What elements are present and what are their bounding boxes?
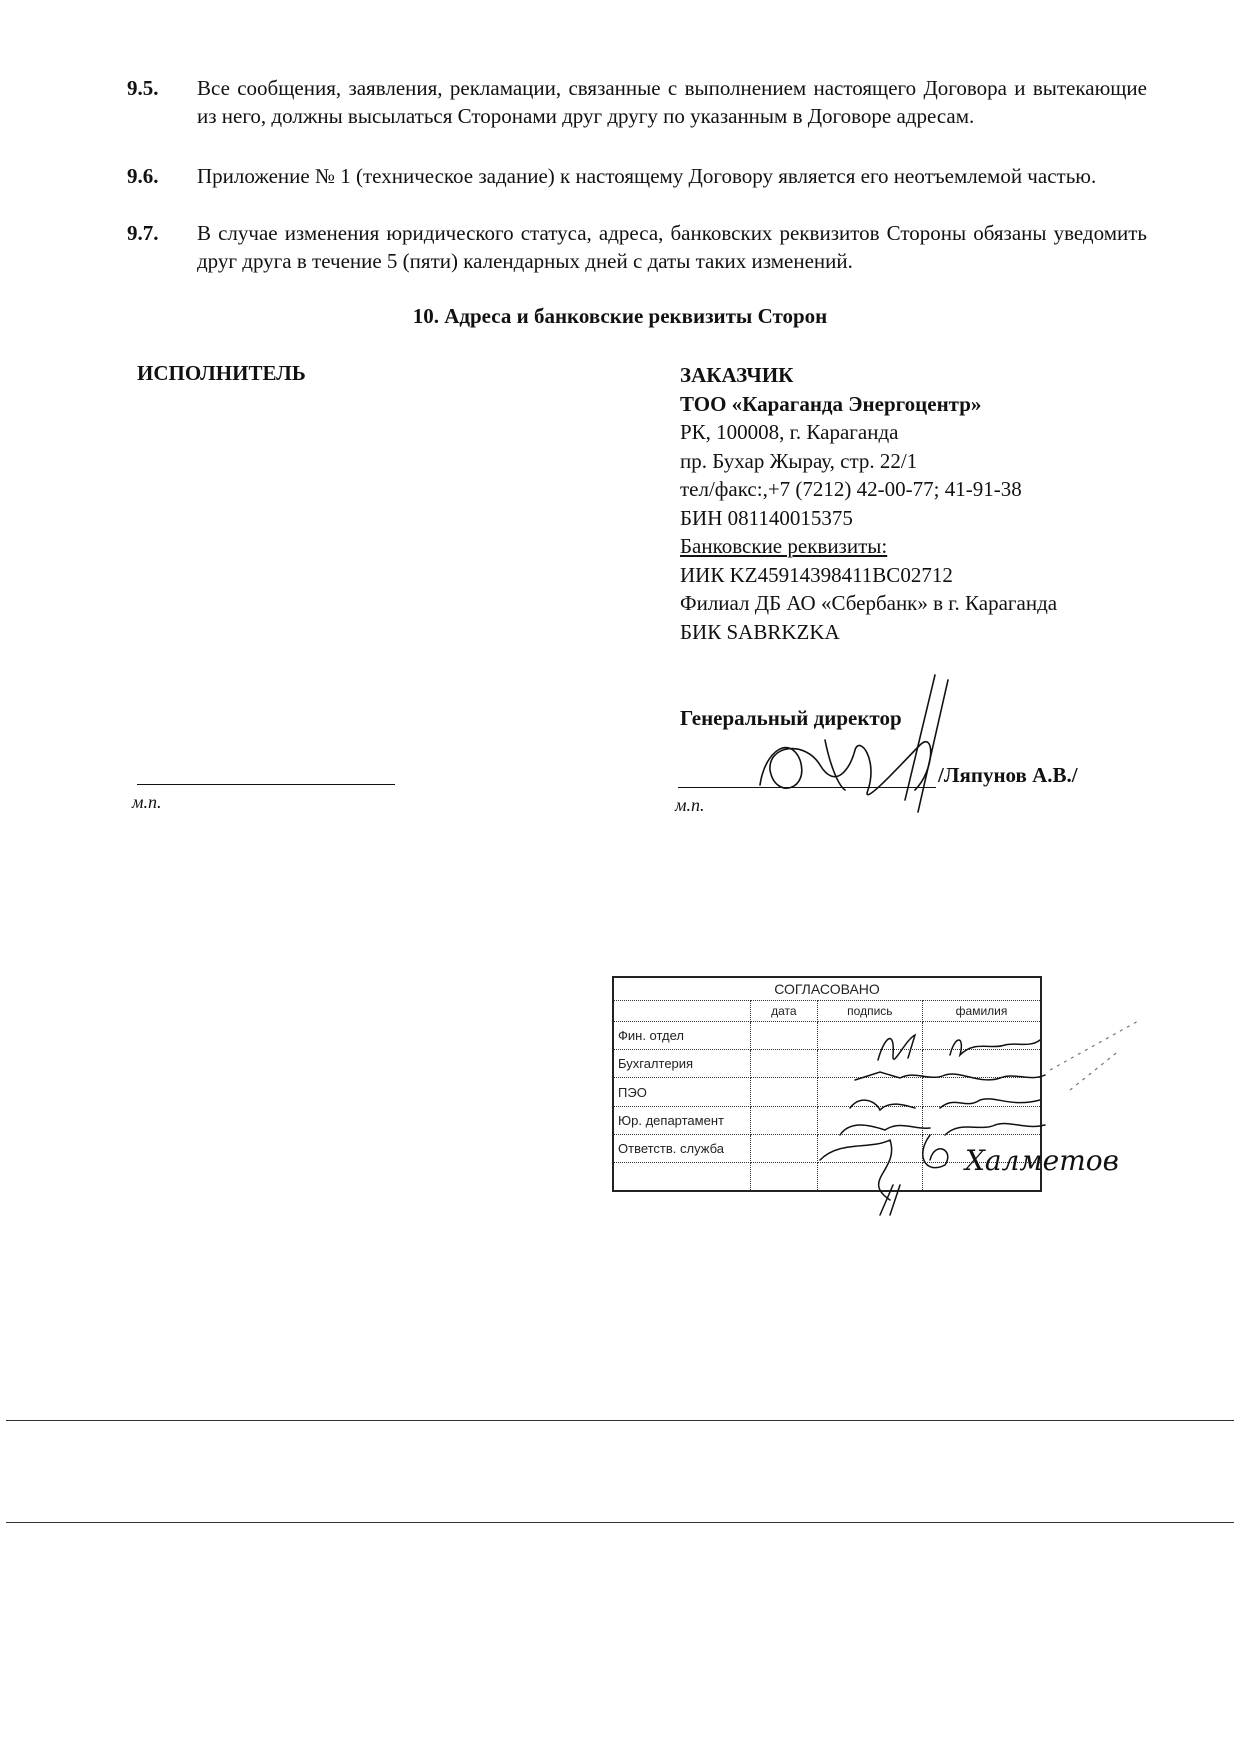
customer-address-2: пр. Бухар Жырау, стр. 22/1	[680, 448, 918, 473]
approval-row	[613, 1078, 1041, 1106]
approval-row	[613, 1162, 1041, 1191]
approval-cell	[922, 1162, 1041, 1191]
approval-header-signature: подпись	[817, 1001, 922, 1022]
clause-text: Все сообщения, заявления, рекламации, связанные с выполнением настоящего Договора и вытекающие из него, должны высылаться Сторонами друг другу по указанным в Договоре адресам.	[197, 76, 1147, 128]
customer-details	[680, 361, 1057, 646]
clause-9-7	[127, 219, 1147, 275]
approval-row	[613, 1134, 1041, 1162]
approval-cell	[922, 1022, 1041, 1050]
clause-9-5	[127, 74, 1147, 130]
clause-text: В случае изменения юридического статуса, адреса, банковских реквизитов Стороны обязаны уведомить друг друга в течение 5 (пяти) календарных дней с даты таких изменений.	[197, 221, 1147, 273]
approval-header-surname: фамилия	[922, 1001, 1041, 1022]
divider-line	[6, 1420, 1234, 1421]
customer-stamp-mark: м.п.	[675, 795, 705, 815]
customer-bank: Филиал ДБ АО «Сбербанк» в г. Караганда	[680, 591, 1058, 615]
approval-cell	[922, 1134, 1041, 1162]
approval-cell	[817, 1022, 922, 1050]
approval-cell	[817, 1106, 922, 1134]
approval-row	[613, 1106, 1041, 1134]
approval-row	[613, 1050, 1041, 1078]
approval-cell	[922, 1078, 1041, 1106]
approval-cell	[817, 1050, 922, 1078]
executor-stamp-mark: м.п.	[132, 792, 162, 812]
approval-row-label: Фин. отдел	[613, 1022, 751, 1050]
clause-number: 9.7.	[127, 221, 159, 245]
customer-bik: БИК SABRKZKA	[680, 619, 840, 644]
clause-text: Приложение № 1 (техническое задание) к настоящему Договору является его неотъемлемой частью.	[197, 164, 1097, 188]
customer-signature-line	[678, 787, 936, 788]
approval-cell	[817, 1078, 922, 1106]
section-title: 10. Адреса и банковские реквизиты Сторон	[412, 304, 828, 328]
customer-signatory: /Ляпунов А.В./	[938, 763, 1078, 787]
clause-number: 9.6.	[127, 164, 159, 188]
approval-cell	[817, 1134, 922, 1162]
approval-row-label: Юр. департамент	[613, 1106, 751, 1134]
approval-cell	[817, 1162, 922, 1191]
approval-stamp-title: СОГЛАСОВАНО	[613, 977, 1041, 1001]
approval-row	[613, 1022, 1041, 1050]
approval-cell	[922, 1106, 1041, 1134]
customer-address-1: РК, 100008, г. Караганда	[680, 420, 899, 444]
customer-heading: ЗАКАЗЧИК	[680, 363, 794, 387]
approval-header-empty	[613, 1001, 751, 1022]
approval-header-date: дата	[751, 1001, 818, 1022]
customer-name: ТОО «Караганда Энергоцентр»	[680, 391, 982, 416]
customer-phone: тел/факс:,+7 (7212) 42-00-77; 41-91-38	[680, 477, 1022, 501]
approval-row-label	[613, 1162, 751, 1191]
approval-row-label: Ответств. служба	[613, 1134, 751, 1162]
approval-stamp	[612, 976, 1042, 1192]
approval-cell	[751, 1134, 818, 1162]
approval-row-label: Бухгалтерия	[613, 1050, 751, 1078]
customer-iik: ИИК KZ45914398411BC02712	[680, 562, 953, 587]
divider-line	[6, 1522, 1234, 1523]
customer-position: Генеральный директор	[680, 706, 902, 730]
approval-cell	[751, 1106, 818, 1134]
clause-9-6	[127, 162, 1147, 190]
approval-cell	[922, 1050, 1041, 1078]
approval-cell	[751, 1022, 818, 1050]
handwritten-surname: Халметов	[965, 1144, 1119, 1177]
executor-heading: ИСПОЛНИТЕЛЬ	[137, 361, 306, 385]
bank-details-heading: Банковские реквизиты:	[680, 534, 888, 558]
approval-row-label: ПЭО	[613, 1078, 751, 1106]
approval-cell	[751, 1162, 818, 1191]
approval-cell	[751, 1078, 818, 1106]
approval-cell	[751, 1050, 818, 1078]
customer-bin: БИН 081140015375	[680, 505, 853, 530]
approval-table	[612, 976, 1042, 1192]
executor-signature-line	[137, 784, 395, 785]
clause-number: 9.5.	[127, 76, 159, 100]
